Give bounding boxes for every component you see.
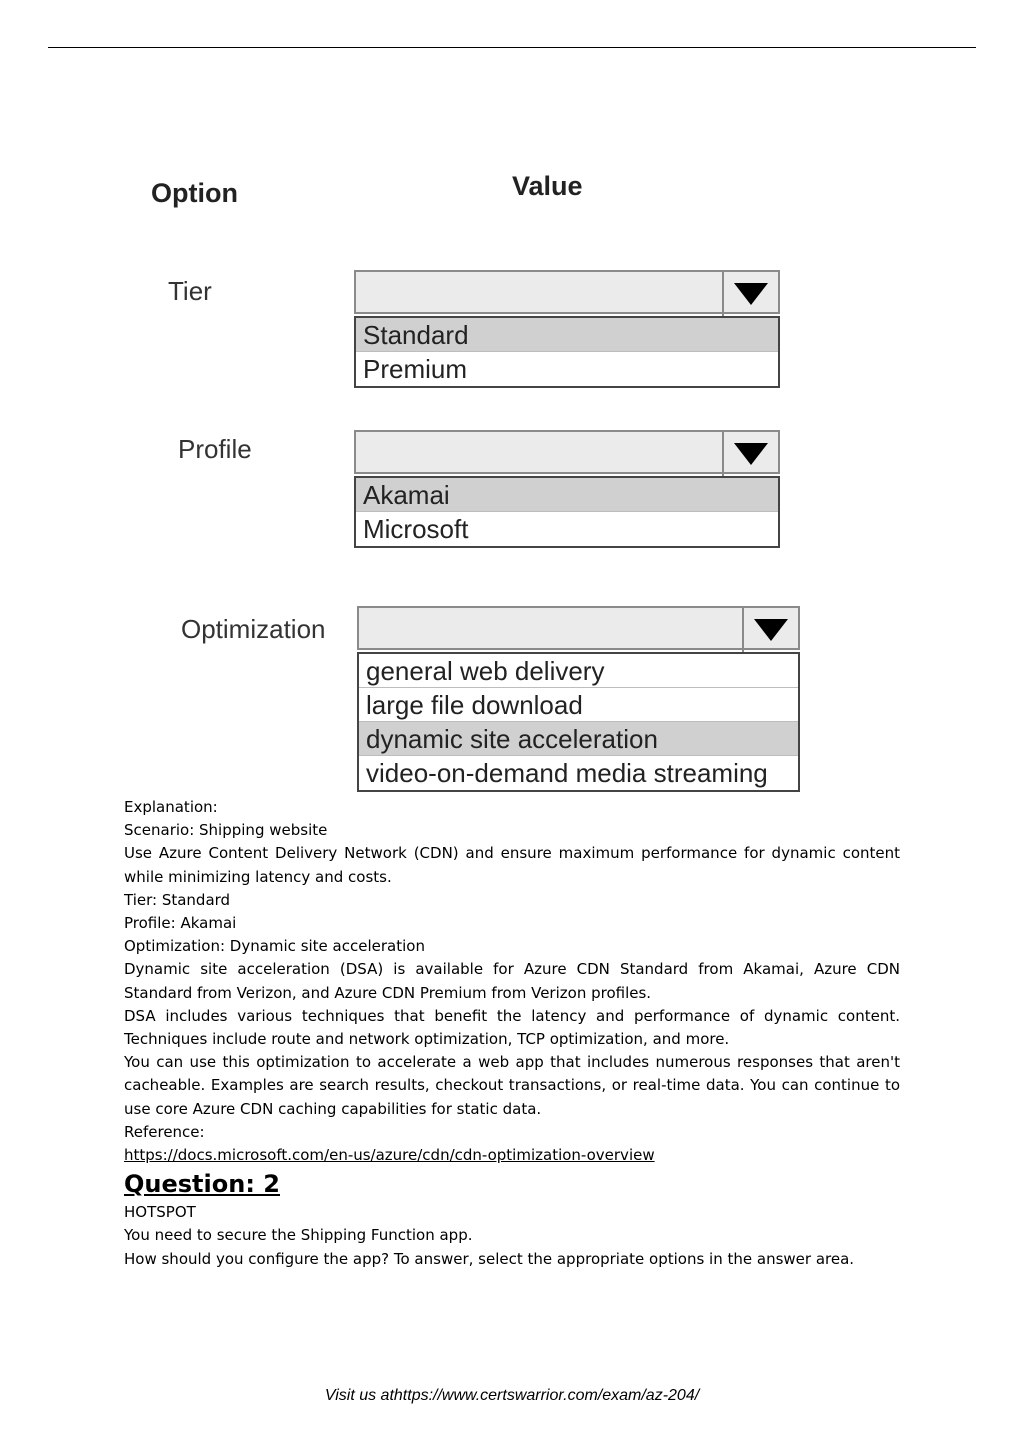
reference-link[interactable]: https://docs.microsoft.com/en-us/azure/cdn/cdn-optimization-overview xyxy=(124,1146,655,1165)
explanation-section xyxy=(124,796,900,1271)
profile-option-microsoft[interactable]: Microsoft xyxy=(363,514,469,544)
explanation-line: Explanation: xyxy=(124,798,218,816)
tier-options-list xyxy=(354,316,780,388)
optimization-option-video-on-demand[interactable]: video-on-demand media streaming xyxy=(366,758,768,788)
chevron-down-icon[interactable] xyxy=(722,432,778,476)
chevron-down-icon[interactable] xyxy=(722,272,778,316)
optimization-option-large-file-download[interactable]: large file download xyxy=(359,688,798,722)
tier-option-premium[interactable]: Premium xyxy=(363,354,468,384)
explanation-line: DSA includes various techniques that benefit the latency and performance of dynamic content. Techniques include route and network optimization, TCP optimization, and more. xyxy=(124,1006,900,1049)
profile-option-akamai[interactable]: Akamai xyxy=(356,478,778,512)
tier-label: Tier xyxy=(168,276,212,306)
explanation-line: Use Azure Content Delivery Network (CDN) and ensure maximum performance for dynamic content while minimizing latency and costs. xyxy=(124,844,900,886)
optimization-options-list xyxy=(357,652,800,792)
value-header: Value xyxy=(512,171,583,201)
question-line: How should you configure the app? To answer, select the appropriate options in the answer area. xyxy=(124,1249,855,1268)
option-header: Option xyxy=(151,178,238,208)
optimization-label: Optimization xyxy=(181,614,326,644)
question-line: You need to secure the Shipping Function app. xyxy=(124,1226,473,1245)
explanation-line: Scenario: Shipping website xyxy=(124,821,328,840)
tier-dropdown-field[interactable] xyxy=(354,270,780,314)
explanation-line: Optimization: Dynamic site acceleration xyxy=(124,937,425,956)
tier-option-standard[interactable]: Standard xyxy=(356,318,778,352)
profile-options-list xyxy=(354,476,780,548)
question-type: HOTSPOT xyxy=(124,1203,196,1222)
explanation-line: You can use this optimization to accelerate a web app that includes numerous responses that aren't cacheable. Examples are search results, checkout transactions, or real-time data. You can continue to use core Azure CDN caching capabilities for static data. xyxy=(124,1053,900,1118)
footer-visit-us: Visit us athttps://www.certswarrior.com/exam/az-204/ xyxy=(324,1387,700,1404)
optimization-option-dynamic-site-acceleration[interactable]: dynamic site acceleration xyxy=(359,722,798,756)
chevron-down-icon[interactable] xyxy=(742,608,798,652)
explanation-line: Reference: xyxy=(124,1122,205,1141)
profile-label: Profile xyxy=(178,434,252,464)
explanation-line: Tier: Standard xyxy=(124,890,231,909)
explanation-line: Dynamic site acceleration (DSA) is available for Azure CDN Standard from Akamai, Azure CDN Standard from Verizon, and Azure CDN Premium from Verizon profiles. xyxy=(124,960,900,1002)
profile-dropdown-field[interactable] xyxy=(354,430,780,474)
explanation-line: Profile: Akamai xyxy=(124,914,237,933)
question-heading: Question: 2 xyxy=(124,1170,280,1199)
optimization-dropdown-field[interactable] xyxy=(357,606,800,650)
optimization-option-general-web-delivery[interactable]: general web delivery xyxy=(359,654,798,688)
